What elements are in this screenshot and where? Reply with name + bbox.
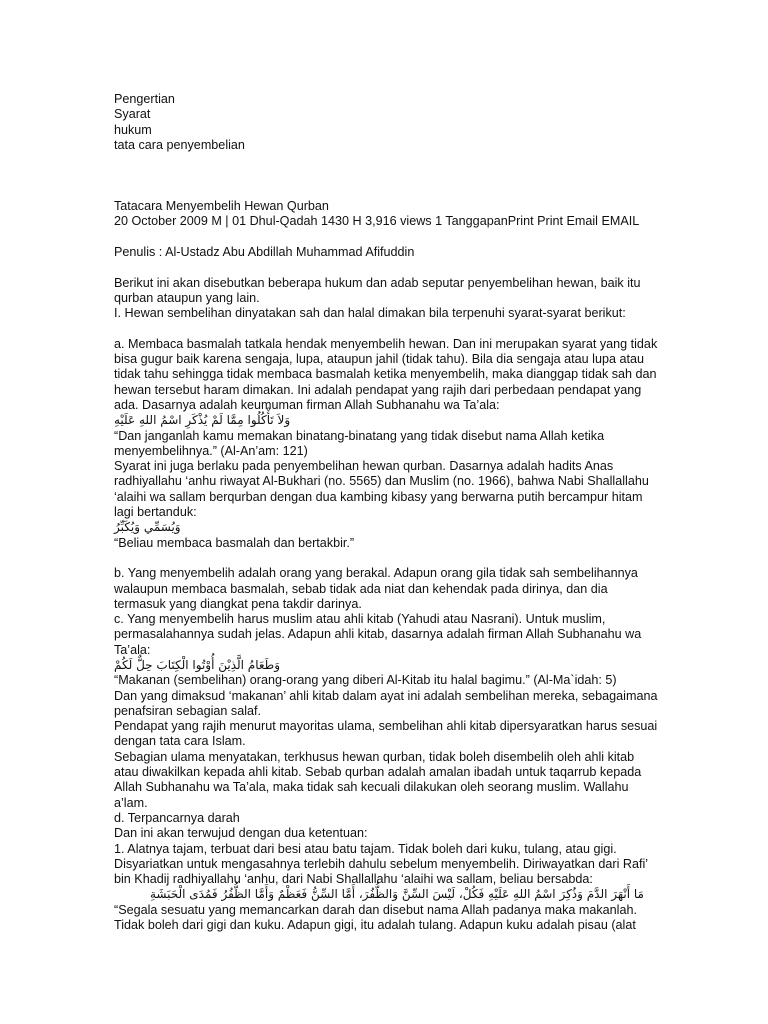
- text-line: d. Terpancarnya darah: [114, 810, 240, 825]
- toc-item: Pengertian: [114, 92, 175, 106]
- text-line: atau diwakilkan kepada ahli kitab. Sebab qurban adalah amalan ibadah untuk taqarrub kepada: [114, 765, 642, 780]
- arabic-verse: وَطَعَامُ الَّذِيْنَ أُوْتُوا الْكِتَابَ حِلٌّ لَكُمْ: [114, 657, 281, 672]
- toc-item: hukum: [114, 122, 152, 137]
- text-line: Disyariatkan untuk mengasahnya terlebih dahulu sebelum menyembelih. Diriwayatkan dari Rafi’: [114, 856, 649, 871]
- text-line: radhiyallahu ‘anhu riwayat Al-Bukhari (no. 5565) dan Muslim (no. 1966), bahwa Nabi Shallallahu: [114, 474, 649, 489]
- text-line: bisa gugur baik karena sengaja, lupa, ataupun jahil (tidak tahu). Bila dia sengaja atau lupa atau: [114, 352, 645, 367]
- arabic-hadith: مَا أَنْهَرَ الدَّمَ وَذُكِرَ اسْمُ اللهِ عَلَيْهِ فَكُلْ، لَيْسَ السِّنَّ وَالظُّفُرَ، أَمَّا السِّنُّ فَعَظْمٌ وَأَمَّا الظُّفُرُ فَمُدَى الْحَبَشَةِ: [149, 887, 644, 902]
- text-line: hewan tersebut haram dimakan. Ini adalah pendapat yang rajih dari perbedaan pendapat yang: [114, 382, 642, 397]
- article-author: Penulis : Al-Ustadz Abu Abdillah Muhammad Afifuddin: [114, 244, 415, 259]
- text-line: termasuk yang diangkat pena takdir darinya.: [114, 596, 362, 611]
- arabic-hadith: وَيُسَمِّي وَيُكَبِّرُ: [114, 520, 181, 535]
- table-of-contents: [114, 92, 654, 153]
- document-page: [114, 92, 658, 933]
- article-meta: 20 October 2009 M | 01 Dhul-Qadah 1430 H 3,916 views 1 TanggapanPrint Print Email EMAIL: [114, 214, 640, 229]
- text-line: ‘alaihi wa sallam berqurban dengan dua kambing kibasy yang berwarna putih bercampur hitam: [114, 489, 643, 504]
- toc-item: tata cara penyembelian: [114, 137, 245, 152]
- text-line: tidak tahu sehingga tidak membaca basmalah ketika menyembelih, maka dianggap tidak sah dan: [114, 367, 657, 382]
- text-line: “Segala sesuatu yang memancarkan darah dan disebut nama Allah padanya maka makanlah.: [114, 902, 637, 917]
- intro-paragraph: [114, 276, 654, 322]
- text-line: ada. Dasarnya adalah keumuman firman Allah Subhanahu wa Ta’ala:: [114, 397, 500, 412]
- text-line: Syarat ini juga berlaku pada penyembelihan hewan qurban. Dasarnya adalah hadits Anas: [114, 459, 614, 474]
- text-line: Allah Subhanahu wa Ta’ala, maka tidak sah kecuali dilakukan oleh seorang muslim. Wallahu: [114, 780, 629, 795]
- text-line: a. Membaca basmalah tatkala hendak menyembelih hewan. Dan ini merupakan syarat yang tidak: [114, 336, 658, 351]
- text-line: b. Yang menyembelih adalah orang yang berakal. Adapun orang gila tidak sah sembelihannya: [114, 566, 638, 581]
- text-line: Ta’ala:: [114, 642, 151, 657]
- text-line: dengan tata cara Islam.: [114, 734, 246, 749]
- text-line: 1. Alatnya tajam, terbuat dari besi atau batu tajam. Tidak boleh dari kuku, tulang, atau gigi.: [114, 841, 617, 856]
- text-line: lagi bertanduk:: [114, 505, 197, 520]
- text-line: walaupun membaca basmalah, sebab tidak ada niat dan kehendak pada dirinya, dan dia: [114, 581, 608, 596]
- text-line: Dan ini akan terwujud dengan dua ketentuan:: [114, 826, 368, 841]
- text-line: Tidak boleh dari gigi dan kuku. Adapun gigi, itu adalah tulang. Adapun kuku adalah pisau (alat: [114, 918, 636, 933]
- text-line: “Makanan (sembelihan) orang-orang yang diberi Al-Kitab itu halal bagimu.” (Al-Ma`idah: 5): [114, 673, 617, 688]
- text-line: “Beliau membaca basmalah dan bertakbir.”: [114, 535, 355, 550]
- article-title: Tatacara Menyembelih Hewan Qurban: [114, 199, 329, 214]
- text-line: bin Khadij radhiyallahu ‘anhu, dari Nabi Shallallahu ‘alaihi wa sallam, beliau bersabda:: [114, 872, 593, 887]
- text-line: c. Yang menyembelih harus muslim atau ahli kitab (Yahudi atau Nasrani). Untuk muslim,: [114, 612, 606, 627]
- text-line: a’lam.: [114, 795, 148, 810]
- text-line: Sebagian ulama menyatakan, terkhusus hewan qurban, tidak boleh disembelih oleh ahli kitab: [114, 749, 635, 764]
- section-b-c: [114, 566, 658, 933]
- text-line: Pendapat yang rajih menurut mayoritas ulama, sembelihan ahli kitab dipersyaratkan harus sesuai: [114, 719, 658, 734]
- arabic-verse: وَلاَ تَأْكُلُوا مِمَّا لَمْ يُذْكَرِ اسْمُ اللهِ عَلَيْهِ: [114, 413, 291, 428]
- text-line: permasalahannya sudah jelas. Adapun ahli kitab, dasarnya adalah firman Allah Subhanahu wa: [114, 627, 642, 642]
- toc-item: Syarat: [114, 107, 151, 122]
- text-line: Berikut ini akan disebutkan beberapa hukum dan adab seputar penyembelihan hewan, baik itu: [114, 275, 641, 290]
- text-line: qurban ataupun yang lain.: [114, 290, 260, 305]
- section-a: [114, 336, 658, 551]
- text-line: Dan yang dimaksud ‘makanan’ ahli kitab dalam ayat ini adalah sembelihan mereka, sebagaimana: [114, 688, 658, 703]
- text-line: menyembelihnya.” (Al-An’am: 121): [114, 443, 308, 458]
- text-line: penafsiran sebagian salaf.: [114, 703, 262, 718]
- text-line: “Dan janganlah kamu memakan binatang-binatang yang tidak disebut nama Allah ketika: [114, 428, 605, 443]
- text-line: I. Hewan sembelihan dinyatakan sah dan halal dimakan bila terpenuhi syarat-syarat berikut:: [114, 306, 626, 321]
